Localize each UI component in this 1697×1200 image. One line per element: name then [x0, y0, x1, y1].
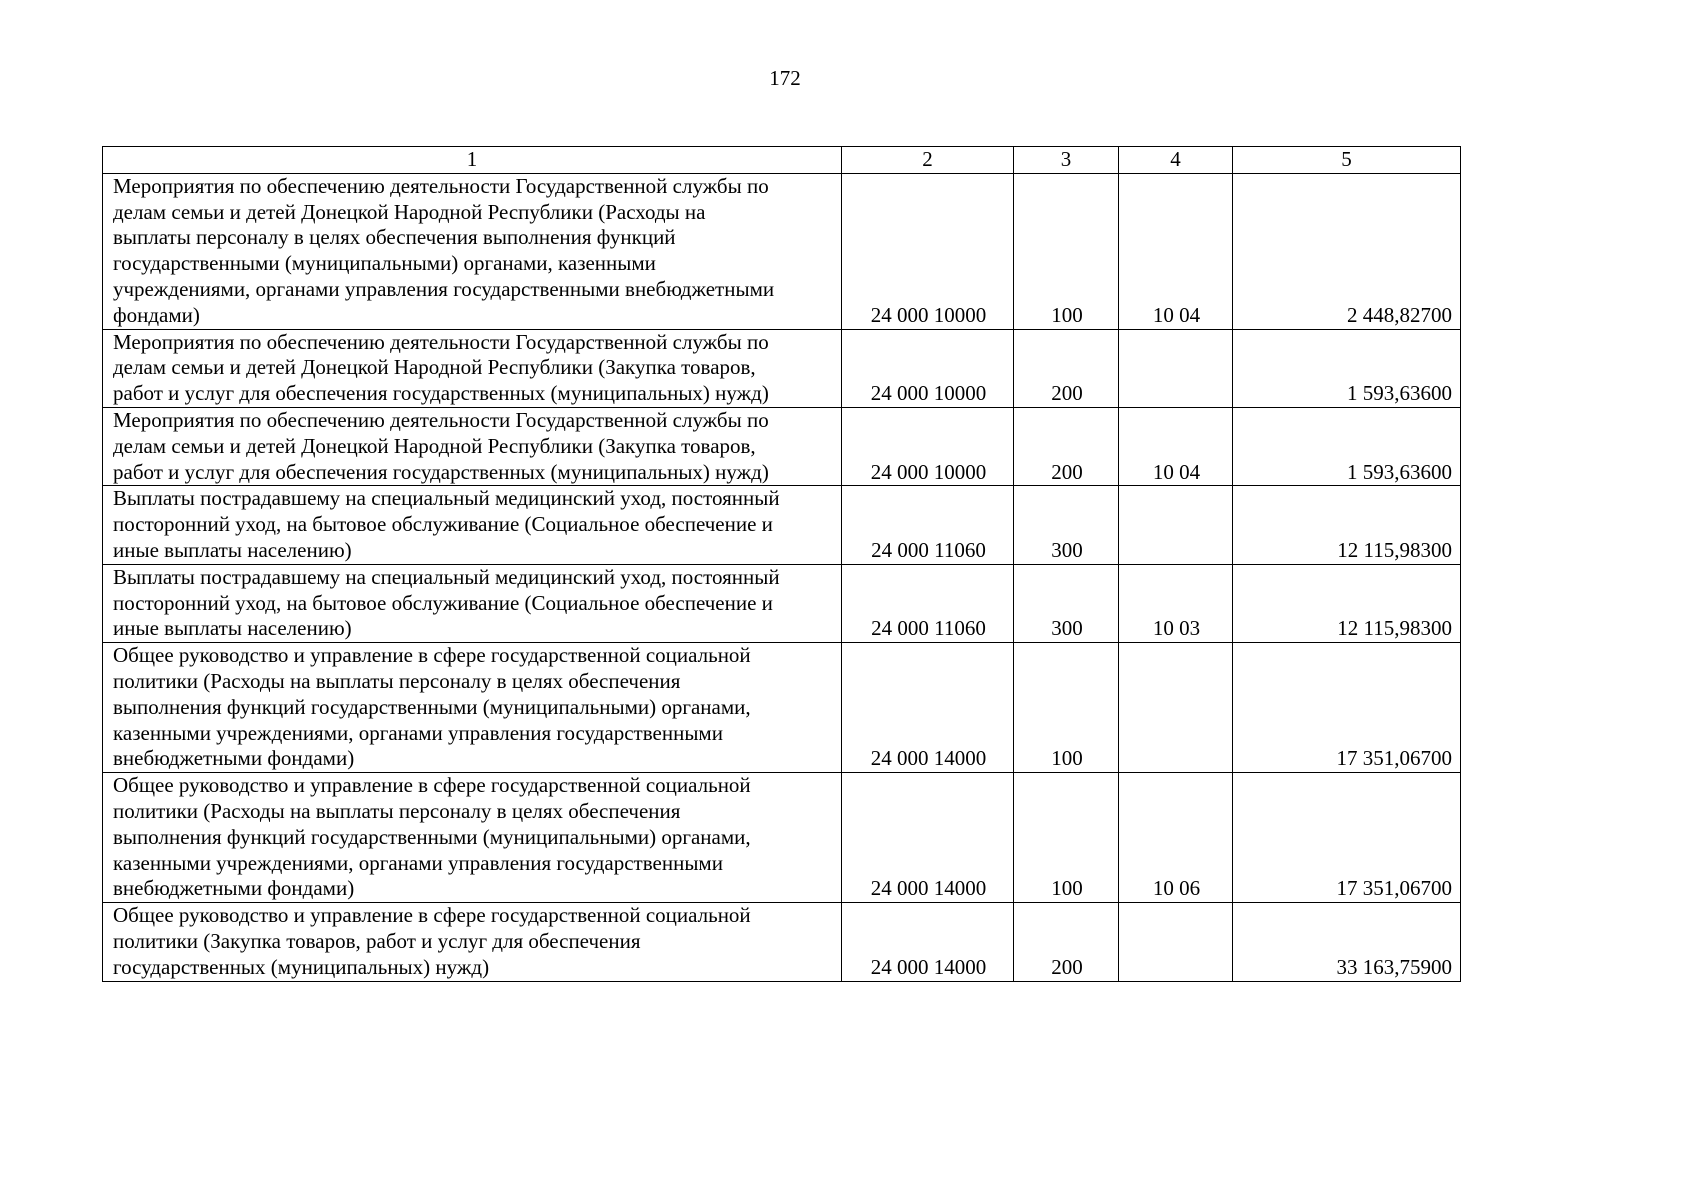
- row-type: 200: [1014, 329, 1119, 407]
- row-description: [103, 407, 842, 485]
- table-row: [103, 173, 1461, 329]
- row-section: [1119, 329, 1233, 407]
- row-section: [1119, 903, 1233, 981]
- row-amount: 33 163,75900: [1233, 903, 1461, 981]
- description-line: казенными учреждениями, органами управления государственными: [113, 720, 723, 745]
- description-line: Мероприятия по обеспечению деятельности Государственной службы по: [113, 329, 769, 354]
- row-code: 24 000 10000: [842, 173, 1014, 329]
- table-body: [103, 173, 1461, 981]
- row-section: 10 03: [1119, 564, 1233, 642]
- row-description: [103, 564, 842, 642]
- description-line: посторонний уход, на бытовое обслуживание (Социальное обеспечение и: [113, 590, 773, 615]
- row-description: [103, 903, 842, 981]
- row-type: 200: [1014, 407, 1119, 485]
- row-type: 200: [1014, 903, 1119, 981]
- column-header-3: 3: [1014, 147, 1119, 174]
- row-section: [1119, 643, 1233, 773]
- description-line: Общее руководство и управление в сфере государственной социальной: [113, 643, 751, 668]
- row-section: [1119, 486, 1233, 564]
- table-row: [103, 643, 1461, 773]
- row-description: [103, 486, 842, 564]
- row-amount: 17 351,06700: [1233, 773, 1461, 903]
- description-line: государственных (муниципальных) нужд): [113, 954, 490, 979]
- description-line: политики (Расходы на выплаты персоналу в целях обеспечения: [113, 668, 681, 693]
- description-line: внебюджетными фондами): [113, 876, 355, 901]
- row-code: 24 000 10000: [842, 329, 1014, 407]
- budget-table: [102, 146, 1461, 982]
- description-line: Общее руководство и управление в сфере государственной социальной: [113, 903, 751, 928]
- table-row: [103, 486, 1461, 564]
- description-line: делам семьи и детей Донецкой Народной Республики (Закупка товаров,: [113, 355, 756, 380]
- column-header-5: 5: [1233, 147, 1461, 174]
- row-code: 24 000 14000: [842, 773, 1014, 903]
- row-amount: 1 593,63600: [1233, 329, 1461, 407]
- description-line: учреждениями, органами управления государственными внебюджетными: [113, 276, 775, 301]
- description-line: посторонний уход, на бытовое обслуживание (Социальное обеспечение и: [113, 512, 773, 537]
- column-header-4: 4: [1119, 147, 1233, 174]
- column-header-2: 2: [842, 147, 1014, 174]
- row-type: 300: [1014, 564, 1119, 642]
- row-amount: 1 593,63600: [1233, 407, 1461, 485]
- description-line: Мероприятия по обеспечению деятельности Государственной службы по: [113, 173, 769, 198]
- description-line: казенными учреждениями, органами управления государственными: [113, 850, 723, 875]
- description-line: иные выплаты населению): [113, 616, 352, 641]
- description-line: иные выплаты населению): [113, 537, 352, 562]
- page-number: 172: [769, 66, 801, 90]
- row-code: 24 000 11060: [842, 564, 1014, 642]
- description-line: внебюджетными фондами): [113, 746, 355, 771]
- table-row: [103, 407, 1461, 485]
- description-line: фондами): [113, 302, 200, 327]
- description-line: Мероприятия по обеспечению деятельности Государственной службы по: [113, 407, 769, 432]
- description-line: делам семьи и детей Донецкой Народной Республики (Закупка товаров,: [113, 433, 756, 458]
- row-code: 24 000 14000: [842, 643, 1014, 773]
- row-type: 300: [1014, 486, 1119, 564]
- row-amount: 12 115,98300: [1233, 564, 1461, 642]
- row-description: [103, 173, 842, 329]
- description-line: Выплаты пострадавшему на специальный медицинский уход, постоянный: [113, 564, 780, 589]
- row-amount: 12 115,98300: [1233, 486, 1461, 564]
- row-section: 10 06: [1119, 773, 1233, 903]
- table-row: [103, 329, 1461, 407]
- description-line: работ и услуг для обеспечения государственных (муниципальных) нужд): [113, 459, 769, 484]
- description-line: выплаты персоналу в целях обеспечения выполнения функций: [113, 225, 676, 250]
- description-line: политики (Закупка товаров, работ и услуг для обеспечения: [113, 928, 641, 953]
- table-row: [103, 564, 1461, 642]
- row-section: 10 04: [1119, 407, 1233, 485]
- row-type: 100: [1014, 173, 1119, 329]
- column-header-1: 1: [103, 147, 842, 174]
- row-amount: 17 351,06700: [1233, 643, 1461, 773]
- row-description: [103, 329, 842, 407]
- description-line: государственными (муниципальными) органами, казенными: [113, 251, 656, 276]
- row-code: 24 000 11060: [842, 486, 1014, 564]
- row-section: 10 04: [1119, 173, 1233, 329]
- row-description: [103, 773, 842, 903]
- row-amount: 2 448,82700: [1233, 173, 1461, 329]
- row-type: 100: [1014, 773, 1119, 903]
- row-code: 24 000 14000: [842, 903, 1014, 981]
- row-description: [103, 643, 842, 773]
- description-line: политики (Расходы на выплаты персоналу в целях обеспечения: [113, 798, 681, 823]
- table-row: [103, 903, 1461, 981]
- row-code: 24 000 10000: [842, 407, 1014, 485]
- table-row: [103, 773, 1461, 903]
- description-line: делам семьи и детей Донецкой Народной Республики (Расходы на: [113, 199, 706, 224]
- description-line: выполнения функций государственными (муниципальными) органами,: [113, 694, 751, 719]
- description-line: выполнения функций государственными (муниципальными) органами,: [113, 824, 751, 849]
- table-header-row: [103, 147, 1461, 174]
- description-line: работ и услуг для обеспечения государственных (муниципальных) нужд): [113, 381, 769, 406]
- row-type: 100: [1014, 643, 1119, 773]
- description-line: Общее руководство и управление в сфере государственной социальной: [113, 773, 751, 798]
- description-line: Выплаты пострадавшему на специальный медицинский уход, постоянный: [113, 486, 780, 511]
